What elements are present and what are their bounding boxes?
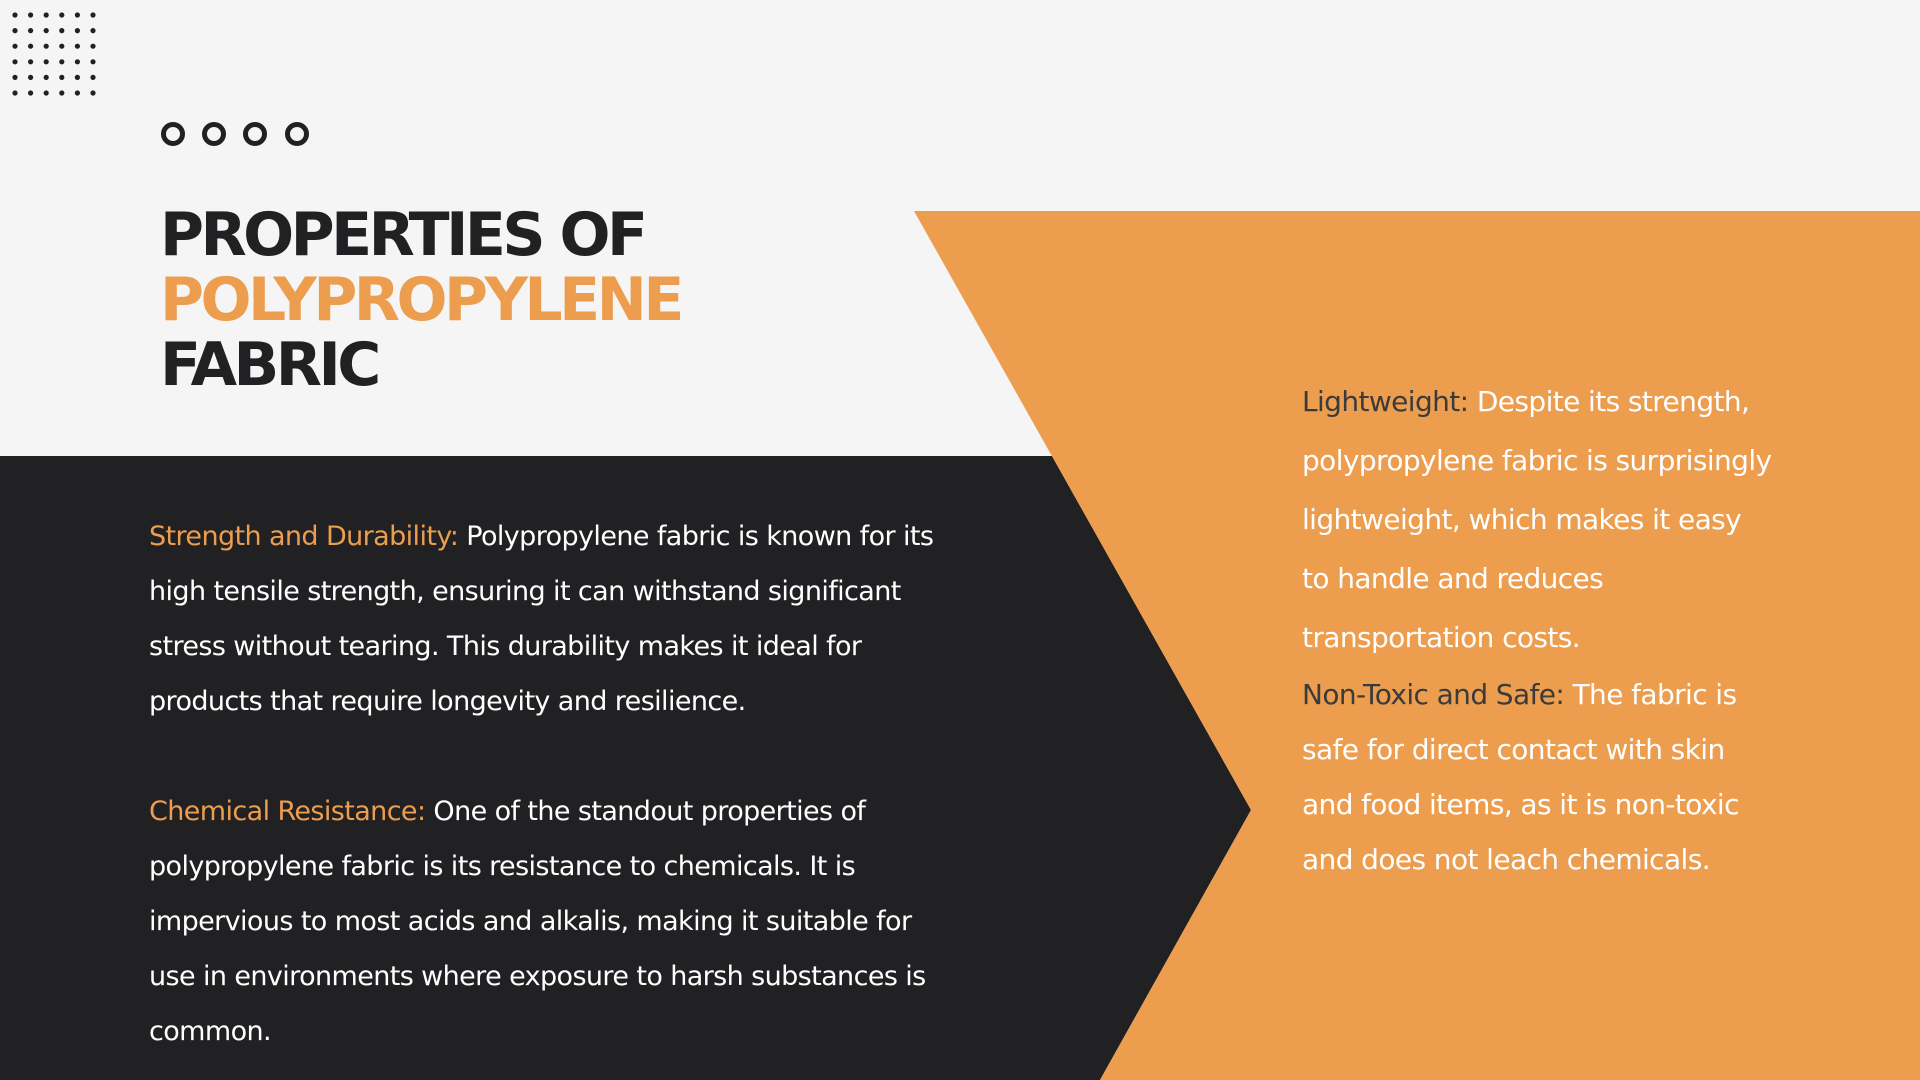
strength-durability-label: Strength and Durability: bbox=[149, 521, 459, 552]
non-toxic-text: The fabric is safe for direct contact with skin and food items, as it is non-toxic and does not leach chemicals. bbox=[1302, 678, 1739, 876]
lightweight-text: Despite its strength, polypropylene fabric is surprisingly lightweight, which makes it easy to handle and reduces transportation costs. bbox=[1302, 385, 1772, 654]
strength-durability-text: Polypropylene fabric is known for its high tensile strength, ensuring it can withstand significant stress without tearing. This durability makes it ideal for products that require longevity and resilience. bbox=[149, 521, 934, 717]
title-line-2-accent: POLYPROPYLENE bbox=[160, 265, 681, 335]
lightweight-label: Lightweight: bbox=[1302, 385, 1469, 418]
non-toxic-paragraph bbox=[1302, 667, 1772, 887]
chemical-resistance-text: One of the standout properties of polypropylene fabric is its resistance to chemicals. It is impervious to most acids and alkalis, making it suitable for use in environments where exposure to harsh substances is common. bbox=[149, 796, 926, 1047]
chemical-resistance-label: Chemical Resistance: bbox=[149, 796, 426, 827]
slide-title bbox=[160, 200, 681, 400]
strength-durability-paragraph bbox=[149, 509, 959, 729]
lightweight-paragraph bbox=[1302, 372, 1772, 667]
circle-outline-icon bbox=[160, 121, 320, 151]
right-text-block bbox=[1302, 372, 1772, 887]
title-line-1: PROPERTIES OF bbox=[160, 200, 645, 270]
paragraph-spacer bbox=[149, 729, 959, 784]
dot-grid-icon bbox=[8, 8, 98, 98]
chemical-resistance-paragraph bbox=[149, 784, 959, 1059]
left-text-block bbox=[149, 509, 959, 1059]
non-toxic-label: Non-Toxic and Safe: bbox=[1302, 678, 1565, 711]
title-line-3: FABRIC bbox=[160, 330, 378, 400]
